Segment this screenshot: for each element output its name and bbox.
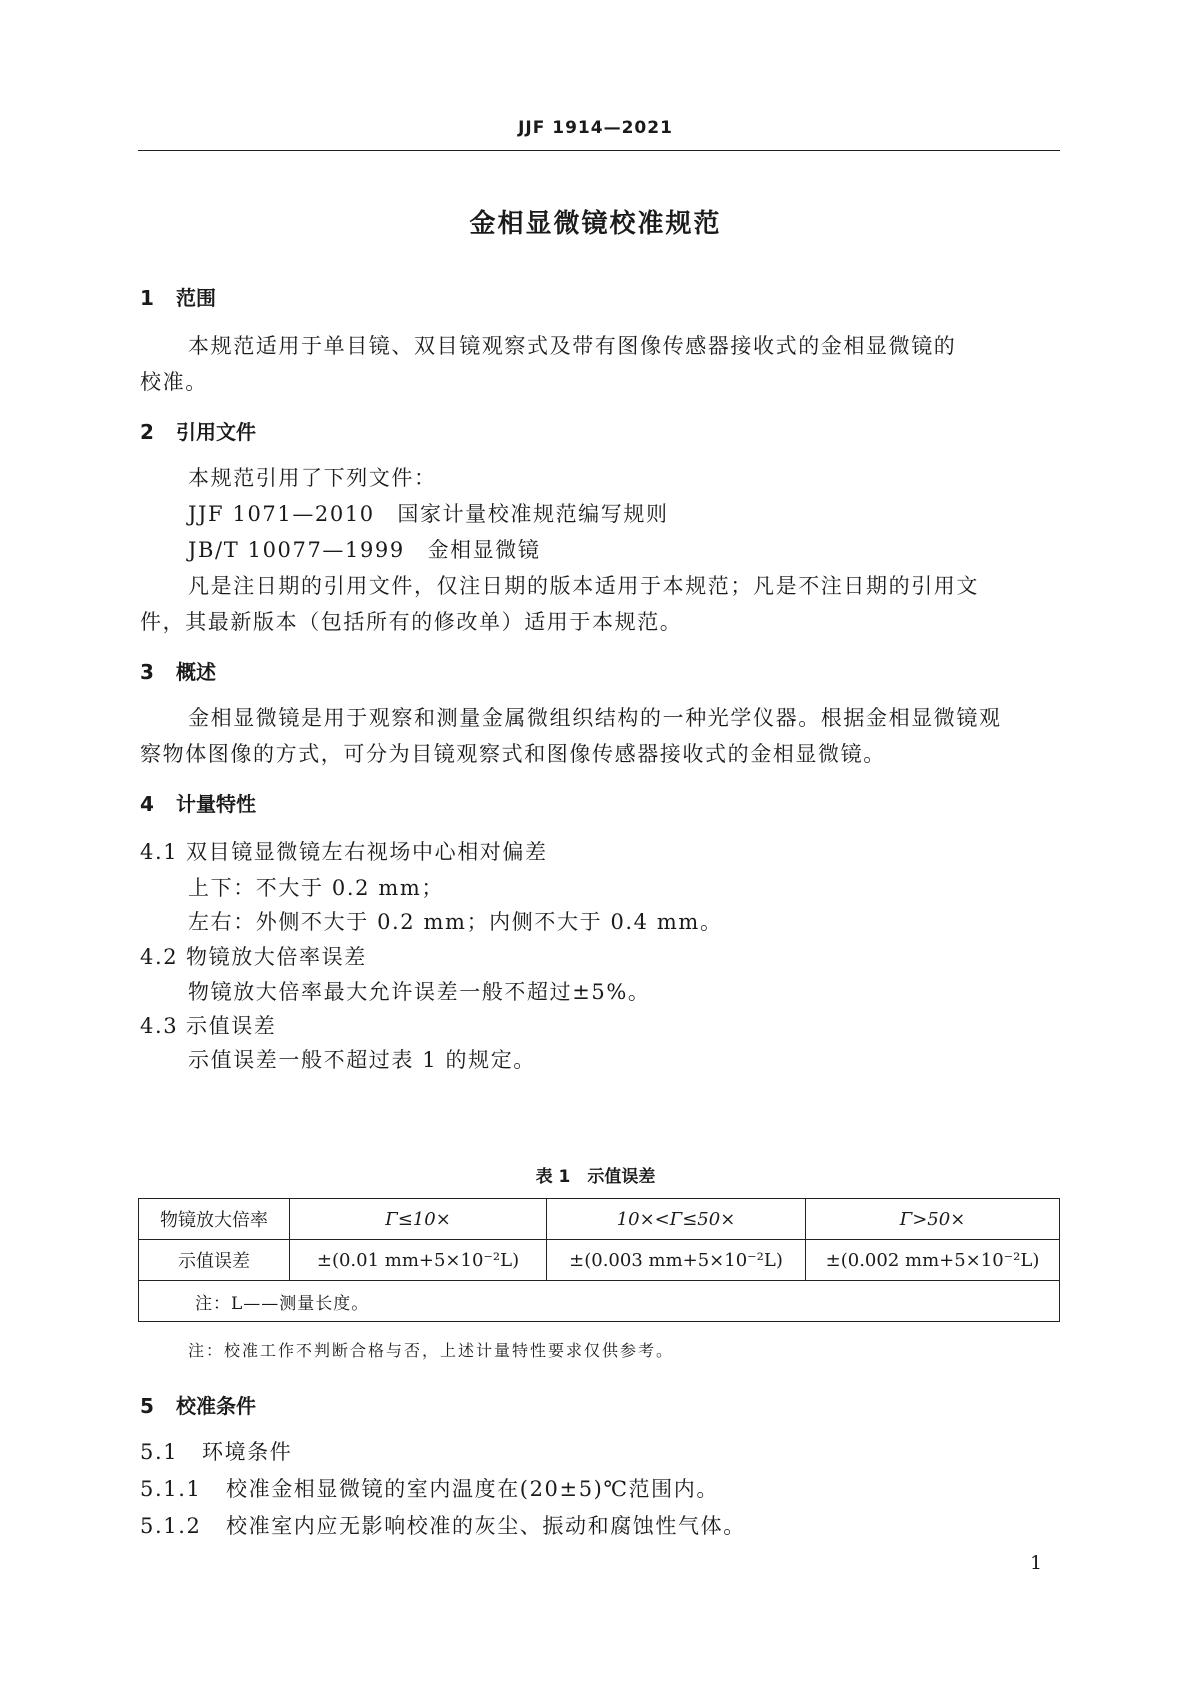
- table-caption: 表 1 示值误差: [535, 1167, 656, 1187]
- subsection-5-1-2: [140, 1510, 746, 1540]
- subsection-5-1-1: [140, 1473, 719, 1503]
- paragraph-line: 金相显微镜是用于观察和测量金属微组织结构的一种光学仪器。根据金相显微镜观: [188, 706, 1002, 730]
- table-cell: Γ≤10×: [290, 1199, 547, 1240]
- table-1: [138, 1198, 1060, 1322]
- table-cell: 物镜放大倍率: [139, 1199, 290, 1240]
- section-title: 概述: [176, 660, 216, 684]
- subsection-title: 双目镜显微镜左右视场中心相对偏差: [186, 840, 548, 864]
- section-3-heading: [140, 656, 216, 685]
- section-title: 校准条件: [176, 1394, 256, 1418]
- subsection-number: 4.2: [140, 945, 179, 969]
- subsection-5-1: [140, 1436, 292, 1466]
- section-4-heading: [140, 788, 256, 817]
- paragraph-line: 示值误差一般不超过表 1 的规定。: [188, 1048, 536, 1072]
- subsection-text: 校准金相显微镜的室内温度在(20±5)℃范围内。: [226, 1477, 719, 1501]
- table-note: 注：L——测量长度。: [139, 1281, 1060, 1322]
- table-note-row: [139, 1281, 1060, 1322]
- paragraph-line: 物镜放大倍率最大允许误差一般不超过±5%。: [188, 980, 651, 1004]
- header-code: JJF 1914—2021: [518, 118, 673, 138]
- subsection-number: 5.1: [140, 1440, 179, 1464]
- footnote: 注：校准工作不判断合格与否，上述计量特性要求仅供参考。: [188, 1341, 675, 1360]
- subsection-title: 环境条件: [202, 1440, 293, 1464]
- table-cell: 示值误差: [139, 1240, 290, 1281]
- paragraph-line: 上下：不大于 0.2 mm；: [188, 876, 444, 900]
- section-number: 1: [140, 286, 154, 310]
- section-title: 引用文件: [176, 420, 256, 444]
- subsection-title: 物镜放大倍率误差: [186, 945, 367, 969]
- reference-item: JB/T 10077—1999 金相显微镜: [188, 538, 541, 562]
- section-title: 范围: [176, 286, 216, 310]
- paragraph-line: 本规范引用了下列文件：: [188, 466, 437, 490]
- page-number: 1: [1030, 1552, 1043, 1574]
- subsection-number: 4.1: [140, 840, 179, 864]
- subsection-title: 示值误差: [186, 1014, 277, 1038]
- section-number: 4: [140, 792, 154, 816]
- paragraph-line: 左右：外侧不大于 0.2 mm；内侧不大于 0.4 mm。: [188, 910, 723, 934]
- reference-item: JJF 1071—2010 国家计量校准规范编写规则: [188, 502, 669, 526]
- subsection-text: 校准室内应无影响校准的灰尘、振动和腐蚀性气体。: [226, 1514, 746, 1538]
- table-row: [139, 1240, 1060, 1281]
- paragraph-line: 察物体图像的方式，可分为目镜观察式和图像传感器接收式的金相显微镜。: [140, 742, 886, 766]
- section-5-heading: [140, 1390, 256, 1419]
- subsection-4-2: [140, 941, 367, 971]
- section-number: 5: [140, 1394, 154, 1418]
- table-cell: ±(0.003 mm+5×10⁻²L): [547, 1240, 806, 1281]
- paragraph-line: 件，其最新版本（包括所有的修改单）适用于本规范。: [140, 610, 683, 634]
- subsection-number: 4.3: [140, 1014, 179, 1038]
- subsection-4-1: [140, 836, 548, 866]
- section-2-heading: [140, 416, 256, 445]
- paragraph-line: 本规范适用于单目镜、双目镜观察式及带有图像传感器接收式的金相显微镜的: [188, 334, 957, 358]
- paragraph-line: 校准。: [140, 370, 208, 394]
- table-cell: ±(0.002 mm+5×10⁻²L): [806, 1240, 1060, 1281]
- section-number: 3: [140, 660, 154, 684]
- table-cell: Γ>50×: [806, 1199, 1060, 1240]
- page-title: 金相显微镜校准规范: [469, 209, 722, 239]
- subsection-number: 5.1.1: [140, 1477, 202, 1501]
- header-rule: [138, 150, 1060, 151]
- subsection-4-3: [140, 1010, 276, 1040]
- section-number: 2: [140, 420, 154, 444]
- section-1-heading: [140, 282, 216, 311]
- section-title: 计量特性: [176, 792, 256, 816]
- paragraph-line: 凡是注日期的引用文件，仅注日期的版本适用于本规范；凡是不注日期的引用文: [188, 574, 979, 598]
- table-cell: 10×<Γ≤50×: [547, 1199, 806, 1240]
- table-cell: ±(0.01 mm+5×10⁻²L): [290, 1240, 547, 1281]
- subsection-number: 5.1.2: [140, 1514, 202, 1538]
- table-header-row: [139, 1199, 1060, 1240]
